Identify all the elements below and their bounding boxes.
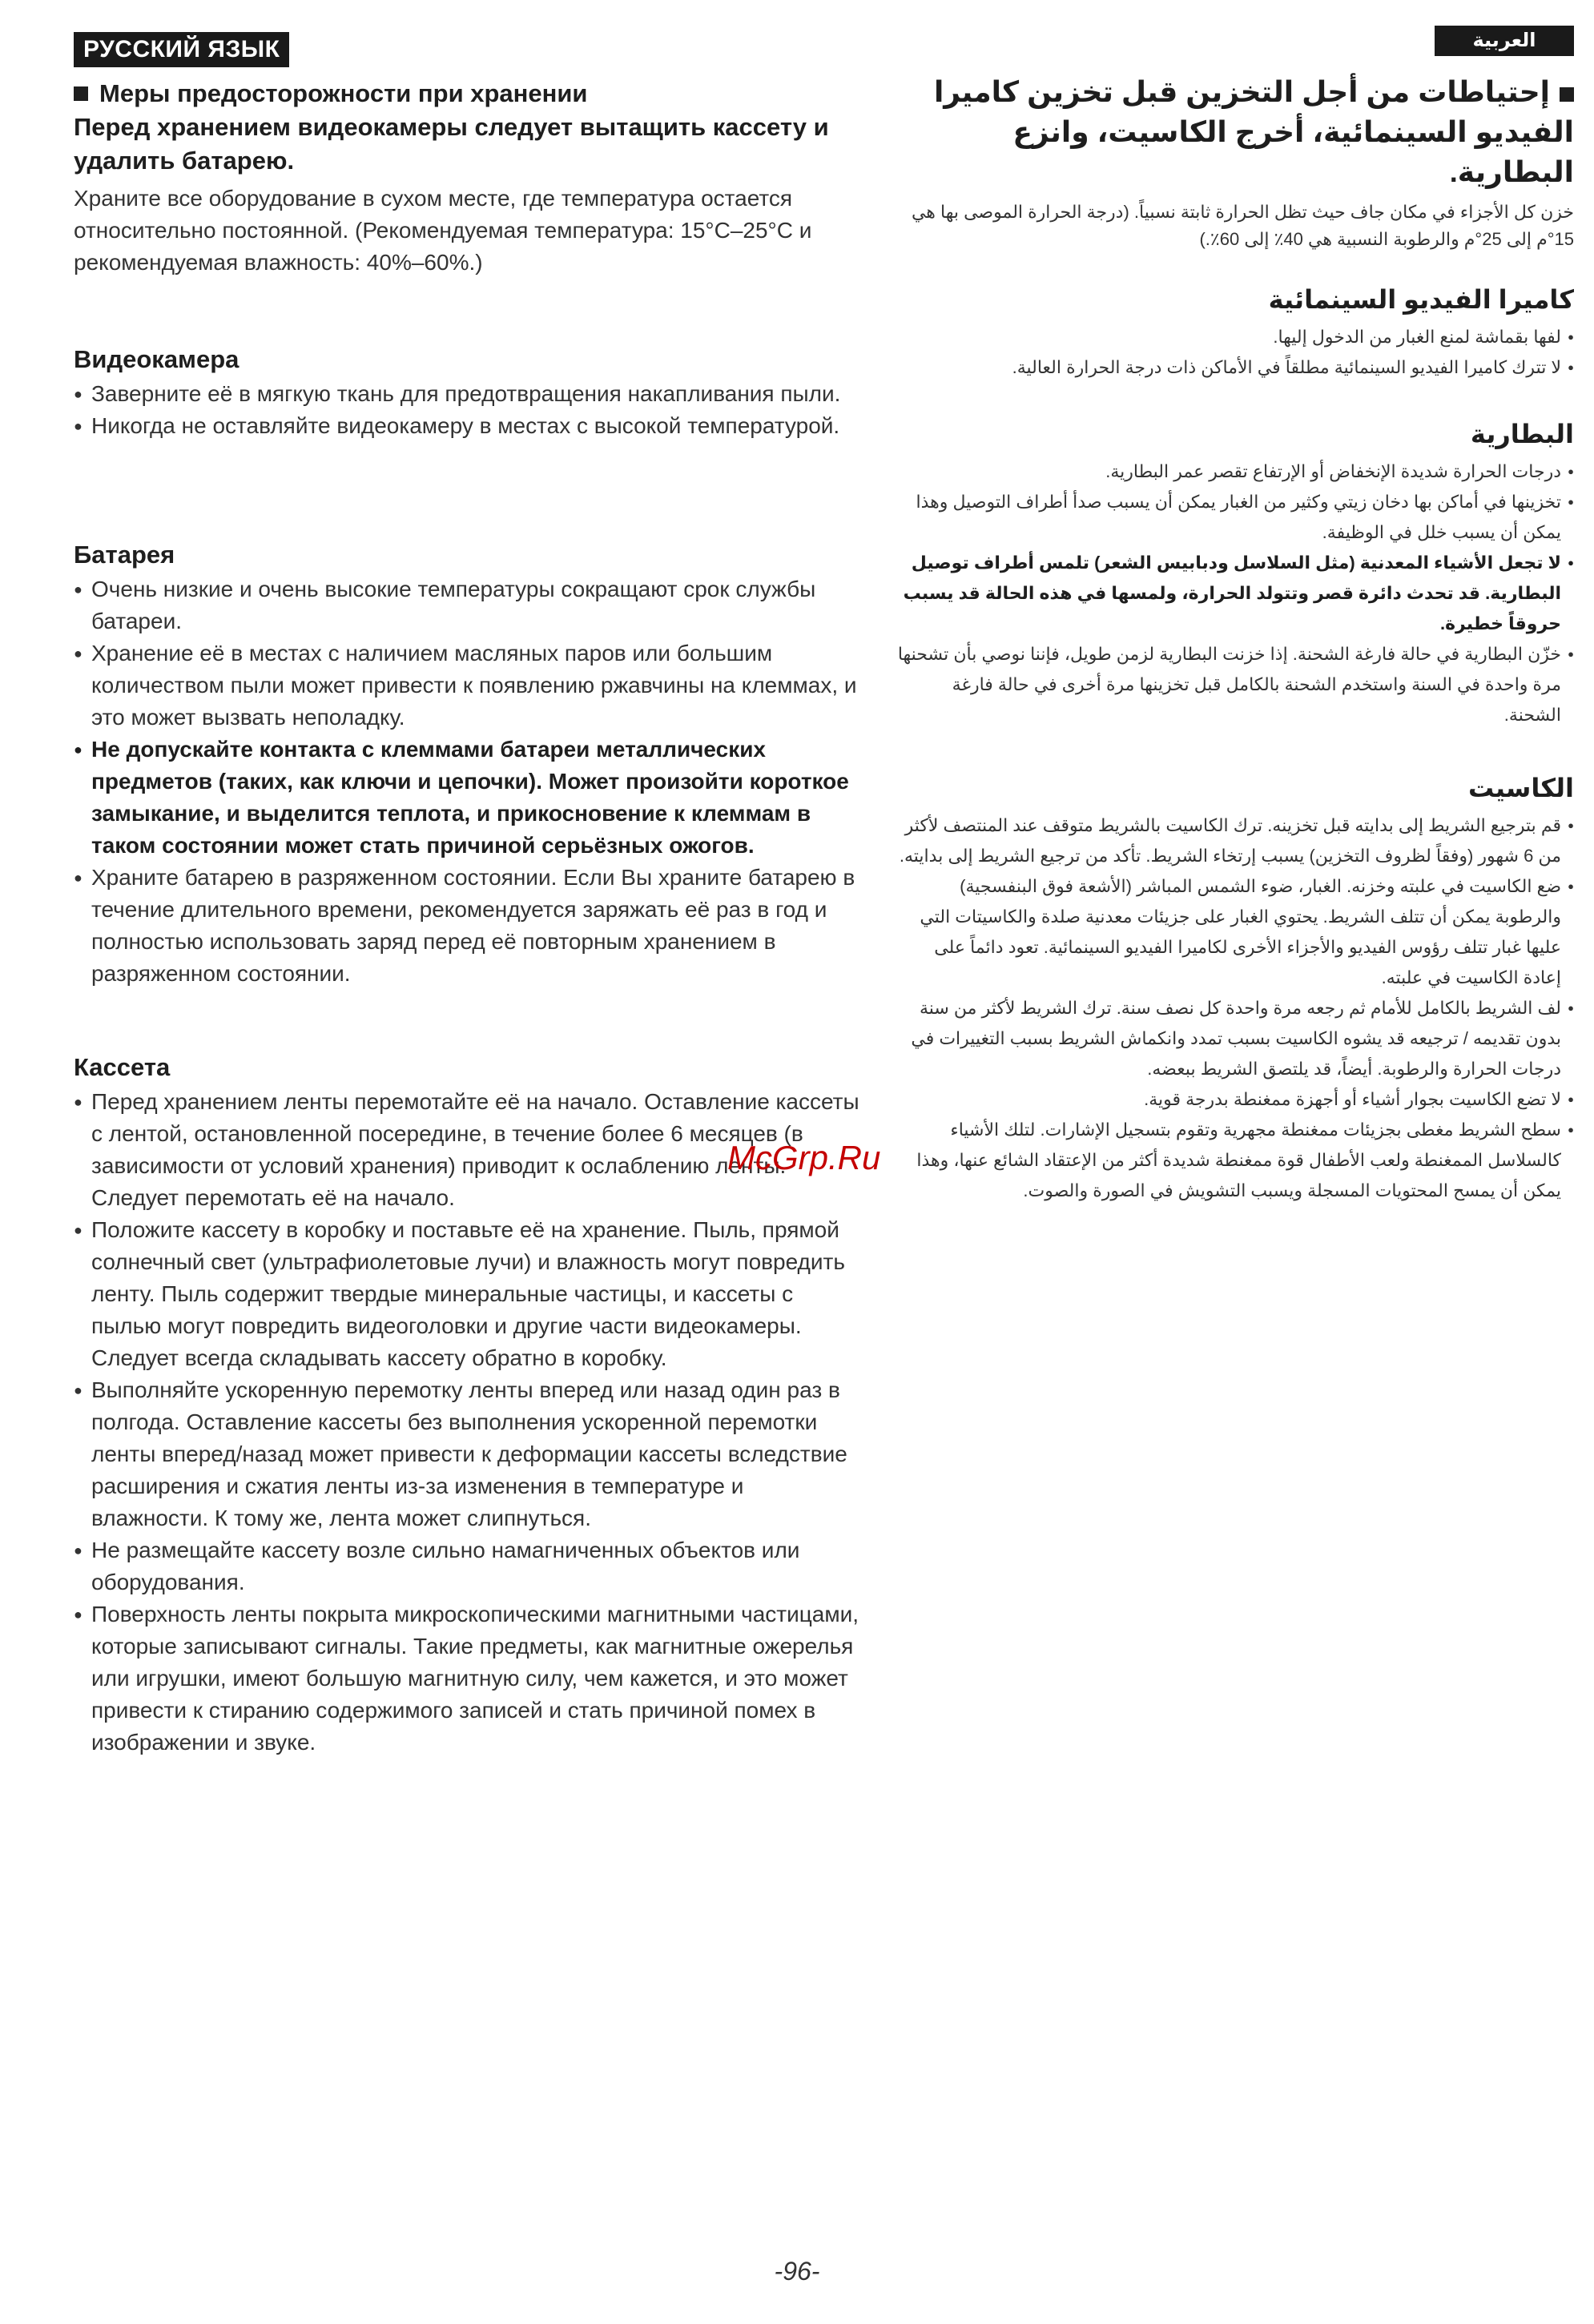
list-item: ● Не размещайте кассету возле сильно намагниченных объектов или оборудования. bbox=[74, 1534, 867, 1598]
list-item: ● Заверните её в мягкую ткань для предотвращения накапливания пыли. bbox=[74, 378, 867, 410]
ru-battery-heading: Батарея bbox=[74, 541, 175, 569]
list-item: ● قم بترجيع الشريط إلى بدايته قبل تخزينه. ترك الكاسيت بالشريط متوقف عند المنتصف لأكثر من 6 شهور (وفقاً لظروف التخزين) يسبب إرتخاء الشريط. تأكد من ترجيع الشريط إلى بدايته. bbox=[893, 810, 1574, 871]
arabic-column bbox=[893, 0, 1574, 2324]
ar-cassette-section bbox=[893, 770, 1574, 1206]
ar-storage-intro bbox=[893, 72, 1574, 253]
list-item: ● Хранение её в местах с наличием масляных паров или большим количеством пыли может привести к появлению ржавчины на клеммах, и это может вызвать неполадку. bbox=[74, 637, 867, 734]
list-item: ● ضع الكاسيت في علبته وخزنه. الغبار، ضوء الشمس المباشر (الأشعة فوق البنفسجية) والرطوبة يمكن أن تتلف الشريط. يحتوي الغبار على جزيئات معدنية صلدة والكاسيتات التي عليها غبار تتلف رؤوس الفيديو والأجزاء الأخرى لكاميرا الفيديو السينمائية. تعود دائماً على إعادة الكاسيت في علبته. bbox=[893, 871, 1574, 993]
list-item: ● Очень низкие и очень высокие температуры сокращают срок службы батареи. bbox=[74, 573, 867, 637]
list-item: ● لف الشريط بالكامل للأمام ثم رجعه مرة واحدة كل نصف سنة. ترك الشريط لأكثر من سنة بدون تقديمه / ترجيعه قد يشوه الكاسيت بسبب تمدد وانكماش الشريط بسبب التغييرات في درجات الحرارة والرطوبة. أيضاً، قد يلتصق الشريط ببعضه. bbox=[893, 993, 1574, 1084]
list-item: ● Никогда не оставляйте видеокамеру в местах с высокой температурой. bbox=[74, 410, 867, 442]
square-bullet-icon bbox=[74, 86, 88, 101]
ru-battery-section bbox=[74, 538, 867, 990]
ru-storage-intro bbox=[74, 77, 867, 279]
list-item: ● Поверхность ленты покрыта микроскопическими магнитными частицами, которые записывают сигналы. Такие предметы, как магнитные ожерелья или игрушки, имеют большую магнитную силу, чем кажется, и это может привести к стиранию содержимого записей и стать причиной помех в изображении и звуке. bbox=[74, 1598, 867, 1759]
list-item: ● لفها بقماشة لمنع الغبار من الدخول إليها. bbox=[893, 322, 1574, 352]
ar-page-title: إحتياطات من أجل التخزين قبل تخزين كاميرا الفيديو السينمائية، أخرج الكاسيت، وانزع البطارية. bbox=[933, 75, 1574, 188]
ar-cassette-heading: الكاسيت bbox=[1467, 774, 1574, 802]
watermark: McGrp.Ru bbox=[727, 1139, 881, 1176]
arabic-language-tab: العربية bbox=[1435, 26, 1574, 56]
ru-camera-heading: Видеокамера bbox=[74, 345, 240, 373]
list-item: ● درجات الحرارة شديدة الإنخفاض أو الإرتفاع تقصر عمر البطارية. bbox=[893, 456, 1574, 487]
russian-language-tab: РУССКИЙ ЯЗЫК bbox=[74, 32, 289, 67]
list-item: ● Храните батарею в разряженном состоянии. Если Вы храните батарею в течение длительного времени, рекомендуется заряжать её раз в год и полностью использовать заряд перед её повторным хранением в разряженном состоянии. bbox=[74, 862, 867, 990]
ar-battery-heading: البطارية bbox=[1470, 420, 1574, 448]
ru-page-title: Меры предосторожности при хранении bbox=[74, 77, 867, 111]
list-item-warning: ● Не допускайте контакта с клеммами батареи металлических предметов (таких, как ключи и цепочки). Может произойти короткое замыкание, и выделится теплота, и прикосновение к клеммам в таком состоянии может стать причиной серьёзных ожогов. bbox=[74, 734, 867, 862]
ar-battery-section bbox=[893, 416, 1574, 730]
list-item: ● سطح الشريط مغطى بجزيئات ممغنطة مجهرية وتقوم بتسجيل الإشارات. لتلك الأشياء كالسلاسل الممغنطة ولعب الأطفال قوة ممغنطة شديدة أكثر من الإعتقاد الشائع عنها، وهذا يمكن أن يمسح المحتويات المسجلة ويسبب التشويش في الصورة والصوت. bbox=[893, 1115, 1574, 1206]
page-number: -96- bbox=[774, 2257, 820, 2286]
list-item: ● لا تضع الكاسيت بجوار أشياء أو أجهزة ممغنطة بدرجة قوية. bbox=[893, 1084, 1574, 1115]
list-item: ● خزّن البطارية في حالة فارغة الشحنة. إذا خزنت البطارية لزمن طويل، فإننا نوصي بأن تشحنها مرة واحدة في السنة واستخدم الشحنة بالكامل قبل تخزينها مرة أخرى في حالة فارغة الشحنة. bbox=[893, 639, 1574, 730]
list-item: ● Положите кассету в коробку и поставьте её на хранение. Пыль, прямой солнечный свет (ультрафиолетовые лучи) и влажность могут повредить ленту. Пыль содержит твердые минеральные частицы, и кассеты с пылью могут повредить видеоголовки и другие части видеокамеры. Следует всегда складывать кассету обратно в коробку. bbox=[74, 1214, 867, 1374]
ru-cassette-heading: Кассета bbox=[74, 1053, 171, 1081]
ar-camera-section bbox=[893, 282, 1574, 383]
square-bullet-icon bbox=[1560, 87, 1574, 102]
ar-intro-text: خزن كل الأجزاء في مكان جاف حيث تظل الحرارة ثابتة نسبياً. (درجة الحرارة الموصى بها هي 15°م إلى 25°م والرطوبة النسبية هي 40٪ إلى 60٪.) bbox=[911, 202, 1574, 249]
list-item: ● Перед хранением ленты перемотайте её на начало. Оставление кассеты с лентой, остановленной посередине, в течение более 6 месяцев (в зависимости от условий хранения) приводит к ослаблению ленты. Следует перемотать её на начало. bbox=[74, 1086, 867, 1214]
ar-camera-heading: كاميرا الفيديو السينمائية bbox=[1268, 285, 1574, 314]
ru-intro-text: Храните все оборудование в сухом месте, где температура остается относительно постоянной. (Рекомендуемая температура: 15°C–25°C и рекомендуемая влажность: 40%–60%.) bbox=[74, 186, 812, 275]
list-item: ● Выполняйте ускоренную перемотку ленты вперед или назад один раз в полгода. Оставление кассеты без выполнения ускоренной перемотки ленты вперед/назад может привести к деформации кассеты вследствие расширения и сжатия ленты из-за изменения в температуре и влажности. К тому же, лента может слипнуться. bbox=[74, 1374, 867, 1534]
list-item: ● تخزينها في أماكن بها دخان زيتي وكثير من الغبار يمكن أن يسبب صدأ أطراف التوصيل وهذا يمكن أن يسبب خلل في الوظيفة. bbox=[893, 487, 1574, 548]
ru-lead-text: Перед хранением видеокамеры следует вытащить кассету и удалить батарею. bbox=[74, 113, 829, 175]
list-item-warning: ● لا تجعل الأشياء المعدنية (مثل السلاسل ودبابيس الشعر) تلمس أطراف توصيل البطارية. قد تحدث دائرة قصر وتتولد الحرارة، ولمسها في هذه الحالة قد يسبب حروقاً خطيرة. bbox=[893, 548, 1574, 639]
list-item: ● لا تترك كاميرا الفيديو السينمائية مطلقاً في الأماكن ذات درجة الحرارة العالية. bbox=[893, 352, 1574, 383]
ru-camera-section bbox=[74, 343, 867, 442]
